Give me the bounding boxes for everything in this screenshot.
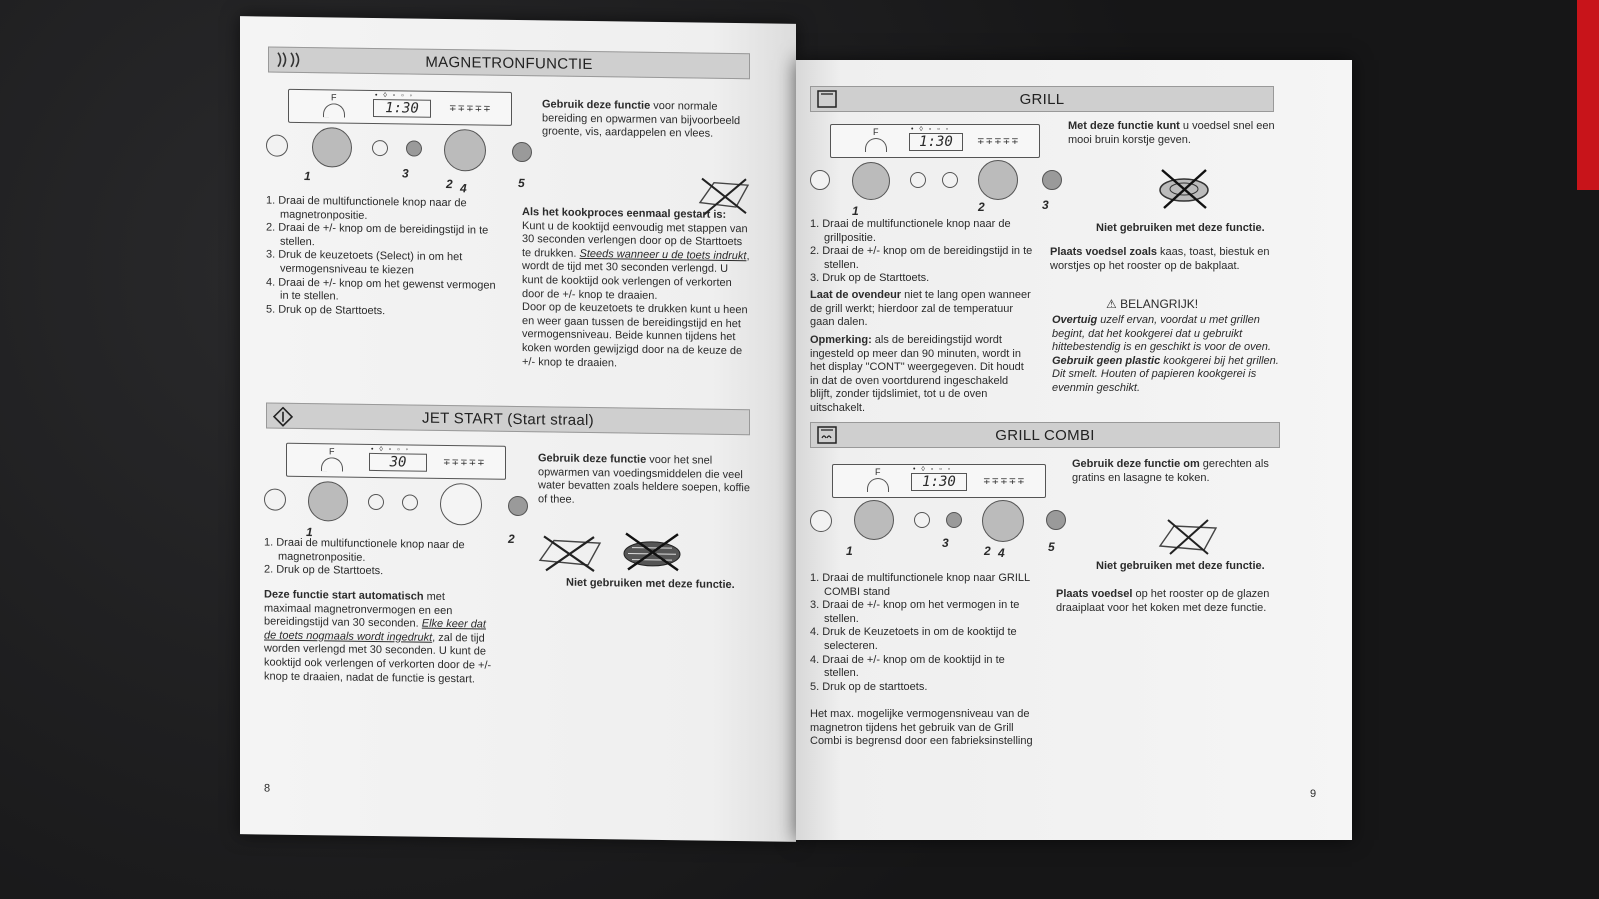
jetstart-auto: Deze functie start automatisch met maximaal magnetronvermogen en een bereidingstijd van 30 seconden. Elke keer dat de toets nogmaals wordt ingedrukt, zal de tijd worden verlengd met 30 seconden. U kunt de kooktijd ook verlengen of verkorten door de +/- knop te draaien, nadat de functie is gestart. [264, 588, 492, 685]
select-button [406, 140, 422, 156]
start-button [512, 142, 532, 162]
label-1: 1 [306, 525, 313, 540]
left-page [240, 16, 796, 842]
grillcombi-steps: 1. Draai de multifunctionele knop naar GRILL COMBI stand 3. Draai de +/- knop om het vermogen in te stellen. 4. Druk de Keuzetoets in om de kooktijd te selecteren. 4. Draai de +/- knop om de kooktijd in te stellen. 5. Druk op de starttoets. [810, 572, 1030, 693]
grill-door: Laat de ovendeur niet te lang open wanneer de grill werkt; hierdoor zal de temperatuur gaan dalen. [810, 289, 1031, 329]
label-3: 3 [402, 166, 409, 181]
label-1: 1 [852, 204, 859, 218]
grill-note: Opmerking: als de bereidingstijd wordt ingesteld op meer dan 90 minuten, wordt in het display "CONT" weergegeven. Dit houdt in dat de oven voortdurend ingeschakeld blijft, zonder tijdslimiet, tot u de oven uitschakelt. [810, 334, 1024, 414]
button-small [368, 494, 384, 510]
label-5: 5 [518, 176, 525, 191]
no-grill-rack-icon [620, 527, 684, 574]
label-4: 4 [998, 546, 1005, 560]
plus-minus-knob [978, 160, 1018, 200]
label-2: 2 [984, 544, 991, 558]
important-text: Overtuig uzelf ervan, voordat u met grillen begint, dat het kookgerei dat u gebruikt hittebestendig is en geschikt is voor de oven. Gebruik geen plastic kookgerei bij het grillen. Dit smelt. Houten of papieren kookgerei is evenmin geschikt. [1052, 314, 1279, 394]
button-small [372, 140, 388, 156]
multifunction-knob [852, 162, 890, 200]
display-panel: F • ◊ ▫ ▫ ◦ 1:30 ∓∓∓∓∓ [830, 124, 1040, 158]
grillcombi-header [810, 422, 1280, 448]
multifunction-knob [312, 127, 352, 168]
stop-button [266, 134, 288, 156]
label-2: 2 [978, 200, 985, 214]
jetstart-title: JET START (Start straal) [422, 409, 594, 429]
jetstart-intro: Gebruik deze functie voor het snel opwarmen van voedingsmiddelen die veel water bevatten zoals heldere soepen, koffie of thee. [538, 452, 750, 506]
stop-button [810, 170, 830, 190]
grillcombi-not-use: Niet gebruiken met deze functie. [1096, 560, 1265, 572]
label-4: 4 [460, 181, 467, 196]
grillcombi-control-panel [810, 462, 1072, 562]
jetstart-steps: 1. Draai de multifunctionele knop naar de magnetronpositie. 2. Druk op de Starttoets. [264, 536, 465, 578]
page-number: 9 [1310, 788, 1317, 800]
button-small [914, 512, 930, 528]
red-object [1577, 0, 1599, 190]
display-time: 1:30 [911, 473, 967, 491]
start-button [1042, 170, 1062, 190]
grill-intro: Met deze functie kunt u voedsel snel een mooi bruin korstje geven. [1068, 120, 1275, 146]
magnetron-steps: 1. Draai de multifunctionele knop naar de magnetronpositie. 2. Draai de +/- knop om de bereidingstijd in te stellen. 3. Druk de keuzetoets (Select) in om het vermogensniveau te kiezen 4. Draai de +/- knop om het gewenst vermogen in te stellen. 5. Druk op de Starttoets. [266, 194, 496, 317]
stop-button [810, 510, 832, 532]
magnetron-control-panel [264, 86, 525, 196]
display-panel: F • ◊ ▫ ▫ ◦ 30 ∓∓∓∓∓ [286, 443, 506, 480]
grill-control-panel [808, 122, 1058, 222]
grillcombi-title: GRILL COMBI [995, 426, 1095, 444]
display-time: 30 [369, 453, 427, 472]
plus-minus-knob [444, 129, 486, 172]
grill-place: Plaats voedsel zoals kaas, toast, biestuk en worstjes op het rooster op de bakplaat. [1050, 246, 1270, 272]
grillcombi-place: Plaats voedsel op het rooster op de glazen draaiplaat voor het koken met deze functie. [1056, 588, 1270, 614]
no-plate-icon [1156, 166, 1212, 212]
grill-title: GRILL [1019, 90, 1065, 108]
label-1: 1 [846, 544, 853, 558]
start-button [1046, 510, 1066, 530]
select-button [402, 494, 418, 510]
label-1: 1 [304, 169, 311, 184]
select-button [942, 172, 958, 188]
select-button [946, 512, 962, 528]
stop-button [264, 488, 286, 510]
label-2: 2 [446, 176, 453, 192]
label-2: 2 [508, 531, 515, 546]
start-button [508, 496, 528, 516]
plus-minus-knob [440, 483, 482, 526]
button-small [910, 172, 926, 188]
no-metal-tray-icon [536, 528, 606, 573]
magnetron-intro: Gebruik deze functie voor normale bereiding en opwarmen van bijvoorbeeld groente, vis, aardappelen en vlees. [542, 98, 741, 140]
grill-header [810, 86, 1274, 112]
grill-steps: 1. Draai de multifunctionele knop naar de grillpositie. 2. Draai de +/- knop om de bereidingstijd in te stellen. 3. Druk op de Starttoets. [810, 218, 1033, 285]
display-panel: F • ◊ ▫ ▫ ◦ 1:30 ∓∓∓∓∓ [832, 464, 1046, 498]
magnetron-title: MAGNETRONFUNCTIE [425, 53, 593, 73]
display-time: 1:30 [373, 99, 431, 118]
warning-triangle-icon: ⚠ [1106, 297, 1117, 311]
label-5: 5 [1048, 540, 1055, 554]
multifunction-knob [308, 481, 348, 522]
important-heading: ⚠ BELANGRIJK! [1106, 297, 1199, 311]
no-metal-tray-icon [1156, 516, 1220, 558]
jetstart-control-panel [262, 440, 522, 544]
grillcombi-intro: Gebruik deze functie om gerechten als gratins en lasagne te koken. [1072, 458, 1269, 484]
jetstart-not-use: Niet gebruiken met deze functie. [566, 576, 735, 592]
grill-not-use: Niet gebruiken met deze functie. [1096, 222, 1265, 234]
right-page [796, 60, 1352, 840]
magnetron-process: Als het kookproces eenmaal gestart is: Kunt u de kooktijd eenvoudig met stappen van 30 seconden verlengen door op de Starttoets te drukken. Steeds wanneer u de toets indrukt, wordt de tijd met 30 seconden verlengd. U kunt de kooktijd ook verlengen of verkorten door de +/- knop te draaien. Door op de keuzetoets te drukken kunt u heen en weer gaan tussen de bereidingstijd en het vermogensniveau. Beide kunnen tijdens het koken worden gewijzigd door na de keuze de +/- knop te draaien. [522, 206, 750, 369]
multifunction-knob [854, 500, 894, 540]
plus-minus-knob [982, 500, 1024, 542]
display-time: 1:30 [909, 133, 963, 151]
display-panel: F • ◊ ▫ ▫ ◦ 1:30 ∓∓∓∓∓ [288, 89, 512, 126]
page-number: 8 [264, 782, 271, 795]
label-3: 3 [1042, 198, 1049, 212]
jetstart-header [266, 402, 750, 435]
label-3: 3 [942, 536, 949, 550]
magnetron-header [268, 47, 750, 80]
grillcombi-max-note: Het max. mogelijke vermogensniveau van de magnetron tijdens het gebruik van de Grill Combi is begrensd door een fabrieksinstelling [810, 708, 1033, 748]
